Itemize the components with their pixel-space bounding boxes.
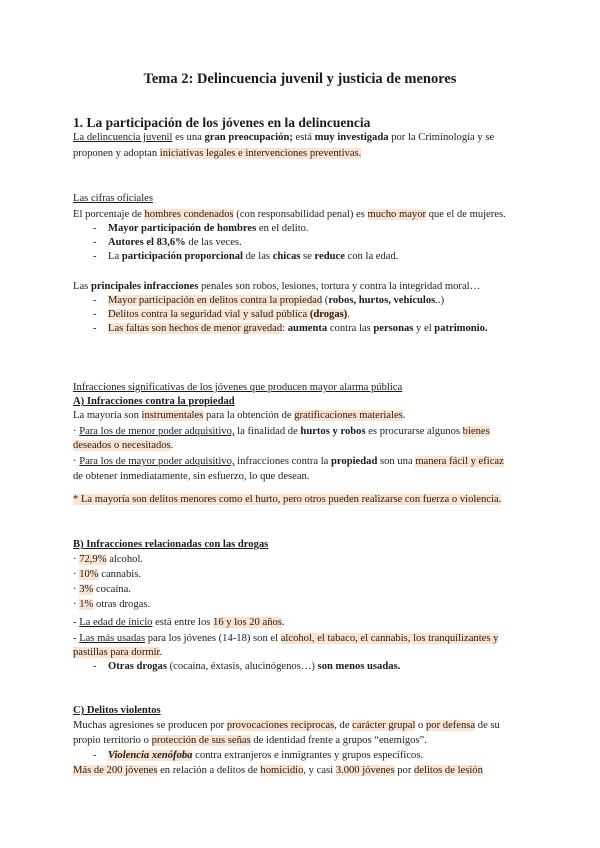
bullet-dash: -: [93, 223, 97, 234]
violentos-line-1: Muchas agresiones se producen por provocaciones recíprocas, de carácter grupal o por defensa de su: [73, 720, 500, 731]
bullet-dash: -: [93, 661, 97, 672]
subsection-a-heading: A) Infracciones contra la propiedad: [73, 396, 235, 407]
bullet-dash: -: [93, 309, 97, 320]
drogas-line-3: · 3% cocaína.: [73, 584, 131, 595]
document-title: Tema 2: Delincuencia juvenil y justicia de menores: [143, 71, 457, 87]
cifras-line: El porcentaje de hombres condenados (con responsabilidad penal) es mucho mayor que el de mujeres.: [73, 209, 506, 220]
intro-line-2: proponen y adoptan iniciativas legales e intervenciones preventivas.: [73, 148, 362, 159]
alarma-note: * La mayoría son delitos menores como el hurto, pero otros pueden realizarse con fuerza o violencia.: [73, 494, 502, 505]
cifras-label: Las cifras oficiales: [73, 193, 154, 204]
alarma-line-5: de obtener inmediatamente, sin esfuerzo, lo que desean.: [73, 471, 310, 482]
subsection-b-heading: B) Infracciones relacionadas con las drogas: [73, 539, 269, 550]
cifras-bullet-3: La participación proporcional de las chicas se reduce con la edad.: [108, 251, 399, 262]
principales-bullet-2: Delitos contra la seguridad vial y salud pública (drogas).: [108, 309, 350, 320]
alarma-label: Infracciones significativas de los jóvenes que producen mayor alarma pública: [73, 382, 403, 393]
drogas-line-5: - La edad de inicio está entre los 16 y los 20 años.: [73, 617, 285, 628]
subsection-c-heading: C) Delitos violentos: [73, 705, 161, 716]
principales-bullet-1: Mayor participación en delitos contra la propiedad (robos, hurtos, vehículos..): [108, 295, 445, 306]
alarma-line-3: deseados o necesitados.: [73, 440, 174, 451]
violentos-bullet: Violencia xenófoba contra extranjeros e inmigrantes y grupos específicos.: [108, 750, 424, 761]
cifras-bullet-1: Mayor participación de hombres en el delito.: [108, 223, 309, 234]
bullet-dash: -: [93, 251, 97, 262]
violentos-line-4: Más de 200 jóvenes en relación a delitos de homicidio, y casi 3.000 jóvenes por delitos de lesión: [73, 765, 483, 776]
drogas-line-1: · 72,9% alcohol.: [73, 554, 144, 565]
bullet-dash: -: [93, 295, 97, 306]
drogas-bullet: Otras drogas (cocaína, éxtasis, alucinógenos…) son menos usadas.: [108, 661, 401, 672]
alarma-line-2: · Para los de menor poder adquisitivo, la finalidad de hurtos y robos es procurarse algunos bienes: [73, 426, 490, 437]
alarma-line-4: · Para los de mayor poder adquisitivo, infracciones contra la propiedad son una manera fácil y eficaz: [73, 456, 504, 467]
bullet-dash: -: [93, 237, 97, 248]
principales-bullet-3: Las faltas son hechos de menor gravedad: aumenta contra las personas y el patrimonio.: [108, 323, 488, 334]
drogas-line-6: - Las más usadas para los jóvenes (14-18) son el alcohol, el tabaco, el cannabis, los tranquilizantes y: [73, 633, 499, 644]
intro-line-1: La delincuencia juvenil es una gran preocupación; está muy investigada por la Criminología y se: [73, 132, 495, 143]
drogas-line-7: pastillas para dormir.: [73, 647, 163, 658]
section-heading: 1. La participación de los jóvenes en la delincuencia: [73, 115, 371, 130]
drogas-line-2: · 10% cannabis.: [73, 569, 141, 580]
violentos-line-2: propio territorio o protección de sus señas de identidad frente a grupos “enemigos”.: [73, 735, 427, 746]
bullet-dash: -: [93, 750, 97, 761]
bullet-dash: -: [93, 323, 97, 334]
alarma-line-1: La mayoría son instrumentales para la obtención de gratificaciones materiales.: [73, 410, 406, 421]
drogas-line-4: · 1% otras drogas.: [73, 599, 151, 610]
principales-line: Las principales infracciones penales son robos, lesiones, tortura y contra la integridad moral…: [73, 281, 481, 292]
cifras-bullet-2: Autores el 83,6% de las veces.: [108, 237, 242, 248]
